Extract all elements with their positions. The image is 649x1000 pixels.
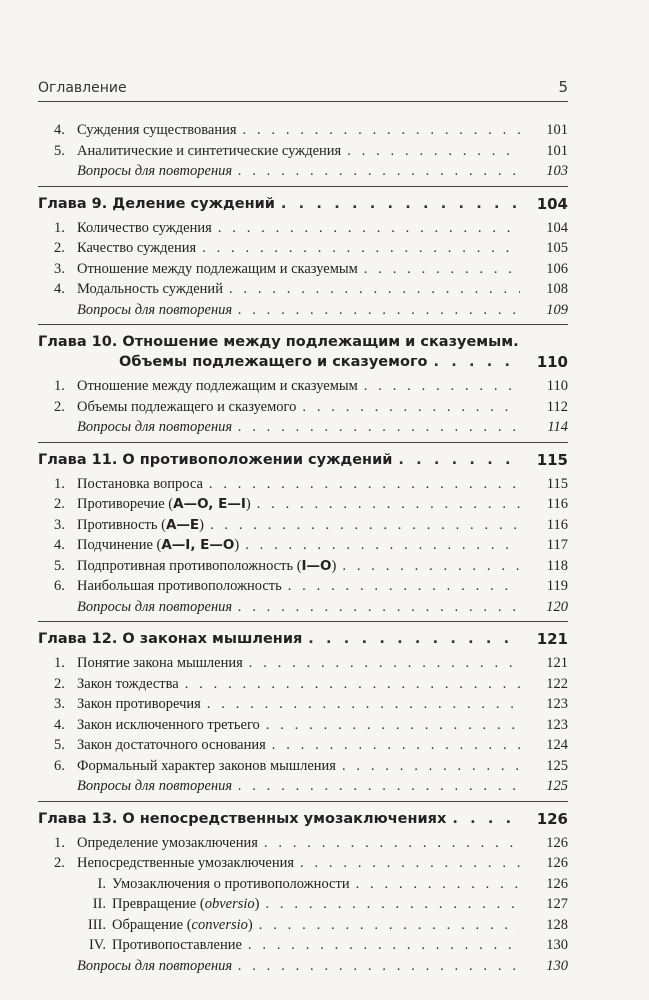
entry-page: 109	[546, 301, 568, 318]
entry-page: 124	[546, 737, 568, 753]
toc-review-entry[interactable]	[38, 161, 568, 182]
entry-page: 120	[546, 598, 568, 615]
entry-number: 5.	[54, 737, 65, 753]
entry-title-suffix: )	[247, 916, 253, 933]
entry-title: Подчинение (	[77, 537, 162, 553]
dot-leader	[264, 833, 520, 854]
entry-number: 1.	[54, 834, 65, 851]
entry-title: Постановка вопроса	[77, 475, 203, 492]
entry-title: Подпротивная противоположность (	[77, 557, 302, 574]
toc-subentry[interactable]	[38, 874, 568, 895]
toc-entry[interactable]	[38, 833, 568, 854]
dot-leader	[364, 376, 520, 397]
toc-subentry[interactable]	[38, 894, 568, 915]
dot-leader	[265, 894, 520, 915]
entry-page: 115	[546, 475, 568, 492]
chapter-page: 121	[536, 630, 568, 648]
entry-page: 104	[546, 219, 568, 236]
entry-page: 125	[546, 778, 568, 794]
entry-page: 105	[546, 240, 568, 256]
toc-entry[interactable]	[38, 535, 568, 556]
toc-review-entry[interactable]	[38, 597, 568, 618]
dot-leader	[266, 715, 520, 736]
dot-leader	[452, 809, 520, 829]
dot-leader	[238, 597, 520, 618]
dot-leader	[248, 935, 520, 956]
entry-page: 103	[546, 163, 568, 179]
dot-leader	[302, 397, 520, 418]
entry-page: 126	[546, 855, 568, 871]
dot-leader	[434, 352, 521, 372]
entry-page: 110	[546, 378, 568, 394]
dot-leader	[356, 874, 520, 895]
entry-number: 2.	[54, 398, 65, 415]
entry-number: 4.	[54, 281, 65, 297]
dot-leader	[245, 535, 520, 556]
entry-title: Отношение между подлежащим и сказуемым	[77, 378, 358, 394]
entry-number: 1.	[54, 655, 65, 671]
entry-number: III.	[87, 916, 106, 933]
entry-number: 3.	[54, 516, 65, 533]
entry-title: Вопросы для повторения	[77, 163, 233, 179]
entry-page: 128	[546, 916, 568, 933]
chapter-page: 115	[536, 450, 568, 469]
chapter-heading[interactable]	[38, 450, 568, 470]
entry-title: Закон тождества	[77, 675, 179, 692]
dot-leader	[300, 853, 520, 874]
judgment-formula: А—E	[165, 516, 200, 533]
chapter-title: Глава 12. О законах мышления	[38, 631, 303, 647]
entry-title-suffix: )	[245, 496, 251, 512]
latin-term: conversio	[191, 916, 248, 933]
chapter-title: Глава 10. Отношение между подлежащим и сказуемым.	[38, 334, 519, 350]
entry-number: 4.	[54, 537, 65, 553]
entry-title: Обращение (	[112, 916, 192, 933]
toc-entry[interactable]	[38, 141, 568, 162]
chapter-13	[38, 801, 568, 829]
entry-number: II.	[92, 896, 106, 912]
toc-entry[interactable]	[38, 376, 568, 397]
dot-leader	[238, 417, 520, 438]
entry-number: I.	[97, 875, 106, 892]
entry-page: 126	[546, 875, 568, 892]
chapter-9	[38, 186, 568, 214]
toc-entry[interactable]	[38, 474, 568, 495]
entry-page: 121	[546, 655, 568, 671]
toc-review-entry[interactable]	[38, 417, 568, 438]
dot-leader	[243, 120, 520, 141]
toc-entry[interactable]	[38, 279, 568, 300]
entry-title: Вопросы для повторения	[77, 598, 233, 615]
entry-page: 127	[546, 896, 568, 912]
toc-review-entry[interactable]	[38, 300, 568, 321]
entry-title: Отношение между подлежащим и сказуемым	[77, 260, 358, 277]
entry-number: 2.	[54, 240, 65, 256]
entry-page: 116	[546, 516, 568, 533]
entry-title: Противность (	[77, 516, 166, 533]
entry-number: 2.	[54, 675, 65, 692]
entry-page: 106	[546, 260, 568, 277]
toc-entry[interactable]	[38, 397, 568, 418]
dot-leader	[259, 915, 520, 936]
entry-title: Модальность суждений	[77, 281, 223, 297]
toc-entry[interactable]	[38, 218, 568, 239]
entry-title: Вопросы для повторения	[77, 957, 233, 974]
entry-number: 5.	[54, 557, 65, 574]
toc-entry[interactable]	[38, 756, 568, 777]
chapter-12	[38, 621, 568, 649]
entry-title-suffix: )	[199, 516, 204, 533]
chapter-heading[interactable]	[38, 809, 568, 829]
entry-number: 2.	[54, 496, 65, 512]
entry-title: Умозаключения о противоположности	[112, 875, 350, 892]
entry-title: Вопросы для повторения	[77, 301, 233, 318]
entry-page: 122	[546, 675, 568, 692]
dot-leader	[218, 218, 520, 239]
dot-leader	[210, 515, 520, 536]
chapter-11	[38, 442, 568, 470]
entry-title: Понятие закона мышления	[77, 655, 243, 671]
entry-page: 126	[546, 834, 568, 851]
entry-number: 6.	[54, 757, 65, 774]
chapter-page: 104	[536, 194, 568, 213]
page-number: 5	[558, 78, 568, 96]
entry-title: Закон исключенного третьего	[77, 716, 260, 733]
entry-title: Определение умозаключения	[77, 834, 258, 851]
toc-subentry[interactable]	[38, 935, 568, 956]
entry-page: 123	[546, 716, 568, 733]
entry-number: 1.	[54, 378, 65, 394]
dot-leader	[238, 776, 520, 797]
entry-number: 4.	[54, 716, 65, 733]
header-rule	[38, 101, 568, 102]
entry-title-suffix: )	[331, 557, 337, 574]
dot-leader	[398, 450, 520, 470]
dot-leader	[257, 494, 520, 515]
entry-page: 117	[546, 537, 568, 553]
entry-page: 116	[546, 496, 568, 512]
entry-page: 108	[546, 281, 568, 297]
toc-entry[interactable]	[38, 853, 568, 874]
entry-number: 1.	[54, 219, 65, 236]
judgment-formula: А—O, E—I	[173, 496, 246, 512]
toc-subentry[interactable]	[38, 915, 568, 936]
dot-leader	[185, 674, 520, 695]
toc-review-entry[interactable]	[38, 776, 568, 797]
chapter-heading-line-1[interactable]	[38, 332, 568, 352]
dot-leader	[308, 629, 520, 649]
entry-title: Количество суждения	[77, 219, 212, 236]
entry-page: 119	[546, 578, 568, 594]
entry-title: Наибольшая противоположность	[77, 578, 282, 594]
entry-title: Противопоставление	[112, 937, 242, 953]
entry-number: 4.	[54, 122, 65, 138]
toc-entry[interactable]	[38, 556, 568, 577]
entry-title-suffix: )	[234, 537, 240, 553]
dot-leader	[342, 556, 520, 577]
entry-title: Объемы подлежащего и сказуемого	[77, 398, 297, 415]
entry-number: 5.	[54, 142, 65, 159]
chapter-heading[interactable]	[38, 194, 568, 214]
entry-page: 114	[547, 419, 568, 435]
dot-leader	[272, 735, 520, 756]
entry-number: 6.	[54, 578, 65, 594]
entry-title: Формальный характер законов мышления	[77, 757, 336, 774]
dot-leader	[209, 474, 520, 495]
toc-entry[interactable]	[38, 735, 568, 756]
entry-title-suffix: )	[254, 896, 260, 912]
dot-leader	[207, 694, 520, 715]
chapter-page: 126	[536, 809, 568, 828]
entry-page: 125	[546, 757, 568, 774]
entry-page: 130	[546, 937, 568, 953]
entry-number: 1.	[54, 475, 65, 492]
dot-leader	[238, 956, 520, 977]
entry-title: Превращение (	[112, 896, 205, 912]
toc-entry[interactable]	[38, 715, 568, 736]
running-header	[38, 78, 568, 96]
toc-entry[interactable]	[38, 653, 568, 674]
entry-title: Аналитические и синтетические суждения	[77, 142, 342, 159]
chapter-heading[interactable]	[38, 629, 568, 649]
entry-number: IV.	[88, 937, 106, 953]
toc-entry[interactable]	[38, 494, 568, 515]
chapter-title: Глава 11. О противоположении суждений	[38, 451, 393, 468]
toc-entry[interactable]	[38, 259, 568, 280]
dot-leader	[202, 238, 520, 259]
dot-leader	[364, 259, 520, 280]
entry-title: Вопросы для повторения	[77, 419, 233, 435]
toc-review-entry[interactable]	[38, 956, 568, 977]
entry-page: 123	[546, 696, 568, 712]
toc-entry[interactable]	[38, 515, 568, 536]
toc-entry[interactable]	[38, 694, 568, 715]
toc-entry[interactable]	[38, 120, 568, 141]
table-of-contents	[38, 120, 568, 976]
dot-leader	[281, 194, 520, 214]
running-header-title: Оглавление	[38, 80, 127, 96]
entry-page: 101	[546, 142, 568, 159]
dot-leader	[238, 300, 520, 321]
entry-title: Противоречие (	[77, 496, 174, 512]
entry-number: 3.	[54, 696, 65, 712]
entry-title: Закон достаточного основания	[77, 737, 266, 753]
judgment-formula: А—I, E—O	[161, 537, 235, 553]
entry-title: Непосредственные умозаключения	[77, 855, 295, 871]
entry-page: 101	[546, 122, 568, 138]
entry-number: 3.	[54, 260, 65, 277]
entry-title: Вопросы для повторения	[77, 778, 233, 794]
entry-title: Закон противоречия	[77, 696, 201, 712]
toc-entry[interactable]	[38, 576, 568, 597]
dot-leader	[238, 161, 520, 182]
chapter-10	[38, 324, 568, 372]
dot-leader	[288, 576, 520, 597]
chapter-title: Глава 9. Деление суждений	[38, 195, 275, 212]
entry-title: Качество суждения	[77, 240, 197, 256]
dot-leader	[347, 141, 520, 162]
judgment-formula: I—O	[301, 557, 332, 574]
chapter-title-continued: Объемы подлежащего и сказуемого	[119, 354, 428, 370]
entry-page: 130	[546, 957, 568, 974]
entry-page: 112	[546, 398, 568, 415]
entry-page: 118	[546, 557, 568, 574]
dot-leader	[249, 653, 520, 674]
dot-leader	[342, 756, 520, 777]
dot-leader	[229, 279, 520, 300]
entry-number: 2.	[54, 855, 65, 871]
entry-title: Суждения существования	[77, 122, 237, 138]
chapter-heading-line-2[interactable]	[38, 352, 568, 372]
chapter-title: Глава 13. О непосредственных умозаключениях	[38, 810, 447, 827]
latin-term: obversio	[204, 896, 255, 912]
chapter-page: 110	[536, 353, 568, 371]
toc-entry[interactable]	[38, 238, 568, 259]
toc-entry[interactable]	[38, 674, 568, 695]
